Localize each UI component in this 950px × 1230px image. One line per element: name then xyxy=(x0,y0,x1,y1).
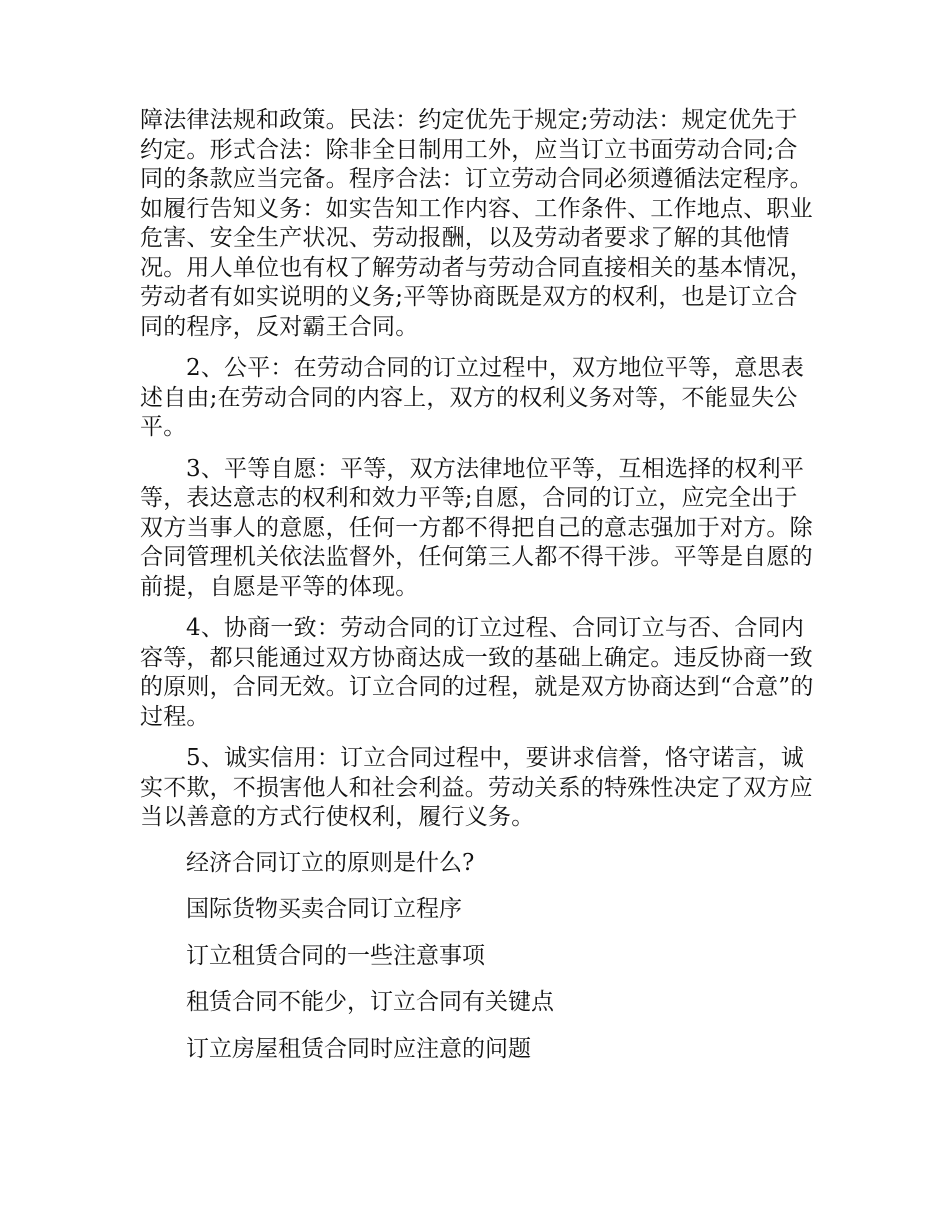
paragraph-fairness: 2、公平：在劳动合同的订立过程中，双方地位平等，意思表述自由;在劳动合同的内容上，双方的权利义务对等，不能显失公平。 xyxy=(140,355,805,440)
related-link-house-lease-issues[interactable]: 订立房屋租赁合同时应注意的问题 xyxy=(186,1035,531,1062)
paragraph-equality-voluntariness: 3、平等自愿：平等，双方法律地位平等，互相选择的权利平等，表达意志的权利和效力平等;自愿，合同的订立，应完全出于双方当事人的意愿，任何一方都不得把自己的意志强加于对方。除合同管理机关依法监督外，任何第三人都不得干涉。平等是自愿的前提，自愿是平等的体现。 xyxy=(140,455,813,600)
document-body xyxy=(140,106,820,833)
related-link-international-sales[interactable]: 国际货物买卖合同订立程序 xyxy=(186,896,462,922)
related-link-lease-key-points[interactable]: 租赁合同不能少，订立合同有关键点 xyxy=(186,989,554,1015)
paragraph-legal-compliance: 障法律法规和政策。民法：约定优先于规定;劳动法：规定优先于约定。形式合法：除非全日制用工外，应当订立书面劳动合同;合同的条款应当完备。程序合法：订立劳动合同必须遵循法定程序。如履行告知义务：如实告知工作内容、工作条件、工作地点、职业危害、安全生产状况、劳动报酬，以及劳动者要求了解的其他情况。用人单位也有权了解劳动者与劳动合同直接相关的基本情况，劳动者有如实说明的义务;平等协商既是双方的权利，也是订立合同的程序，反对霸王合同。 xyxy=(140,107,813,340)
paragraph-consensus: 4、协商一致：劳动合同的订立过程、合同订立与否、合同内容等，都只能通过双方协商达成一致的基础上确定。违反协商一致的原则，合同无效。订立合同的过程，就是双方协商达到“合意”的过程。 xyxy=(140,615,814,730)
related-link-economic-contract[interactable]: 经济合同订立的原则是什么? xyxy=(186,849,475,876)
document-page xyxy=(140,106,820,1081)
related-link-lease-notes[interactable]: 订立租赁合同的一些注意事项 xyxy=(186,942,485,969)
paragraph-good-faith: 5、诚实信用：订立合同过程中，要讲求信誉，恪守诺言，诚实不欺，不损害他人和社会利益。劳动关系的特殊性决定了双方应当以善意的方式行使权利，履行义务。 xyxy=(140,745,813,830)
related-articles-list xyxy=(140,849,820,1065)
